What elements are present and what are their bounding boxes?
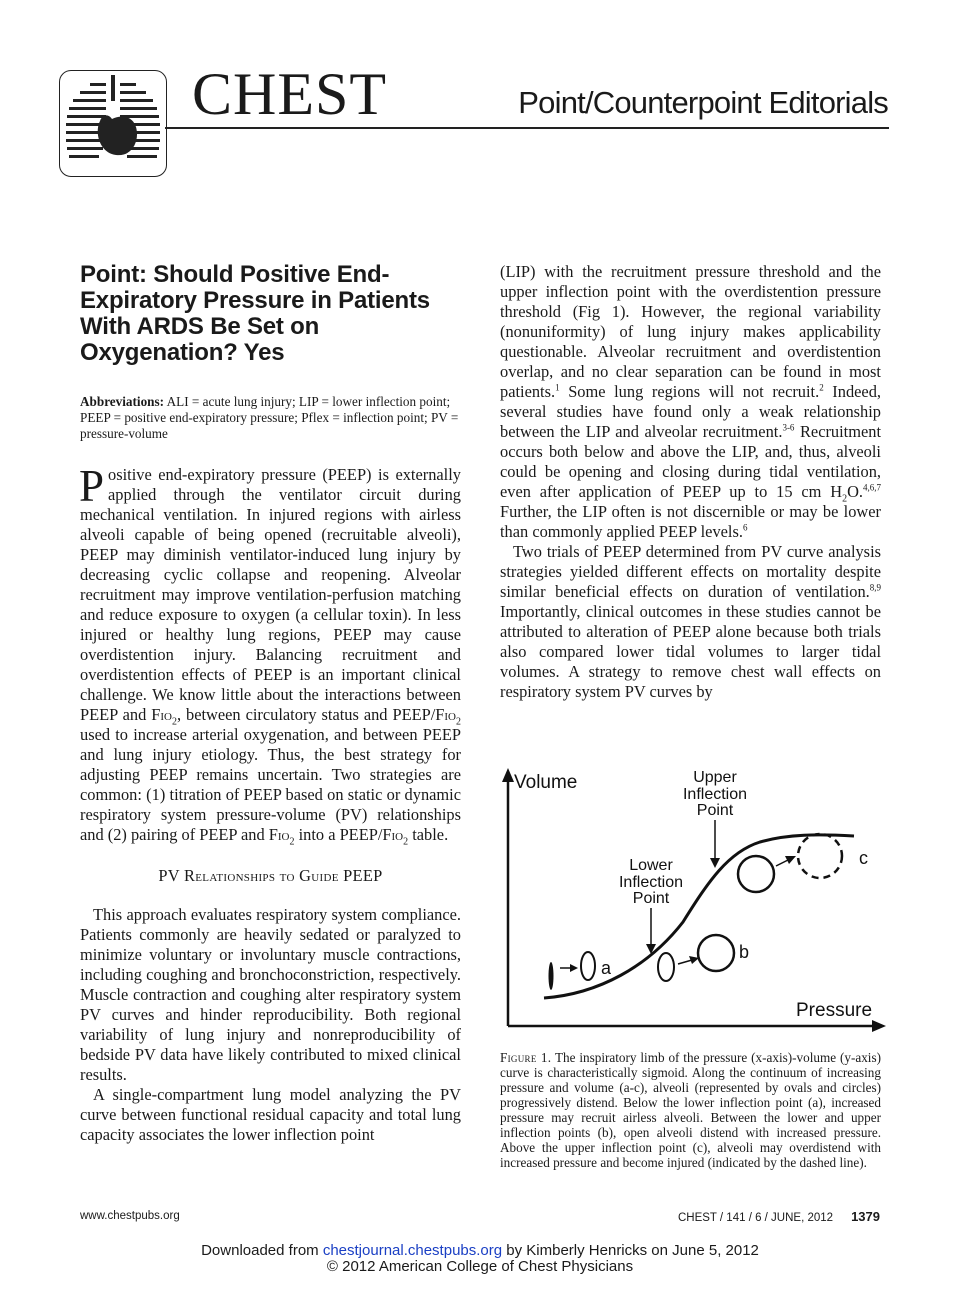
text-run: used to increase arterial oxygenation, and between PEEP and lung injury etiology. Thus, the best strategy for adjusting PEEP remains uncertain. Two strategies are common: (1) titration of PEEP based on static or dynamic respiratory system pressure-volume (PV) relationships and (2) pairing of PEEP and — [80, 725, 461, 844]
lower-inflection-label-3: Point — [632, 890, 670, 907]
alveolus-overdistended — [798, 834, 842, 878]
text-run: Some lung regions will not recruit. — [559, 382, 820, 401]
stage-b-label: b — [739, 942, 750, 962]
pv-curve — [544, 835, 854, 998]
stage-c-label: c — [859, 848, 868, 868]
figure-caption — [500, 1050, 881, 1170]
y-axis-label: Volume — [514, 772, 578, 793]
download-prefix: Downloaded from — [201, 1242, 323, 1259]
text-run: Importantly, clinical outcomes in these studies cannot be attributed to alteration of PEEP alone because both trials also compared lower tidal volumes to larger tidal volumes. A strategy to remove chest wall effects on respiratory system PV curves by — [500, 602, 881, 701]
paragraph-single-compartment: A single-compartment lung model analyzing the PV curve between functional residual capacity and total lung capacity associates the lower inflection point — [80, 1085, 461, 1144]
figure-1 — [498, 762, 886, 1042]
arrow-b1 — [678, 960, 692, 964]
footer-citation — [678, 1209, 880, 1224]
citation-text: CHEST / 141 / 6 / JUNE, 2012 — [677, 1212, 834, 1224]
text-run: (LIP) with the recruitment pressure threshold and the upper inflection point with the overdistention pressure threshold (Fig 1). However, the regional variability (nonuniformity) of lung injury makes applicability questionable. Alveolar recruitment and overdistention overlap, and no clear separation can be found in most patients. — [500, 262, 881, 401]
footer-website[interactable]: www.chestpubs.org — [80, 1210, 180, 1222]
drop-cap: P — [79, 461, 105, 511]
subscript: 2 — [842, 493, 848, 505]
fio-term: Fio — [151, 705, 172, 724]
right-column — [500, 262, 881, 702]
text-run: Two trials of PEEP determined from PV curve analysis strategies yielded different effects on mortality despite similar beneficial effects on duration of ventilation. — [500, 542, 881, 601]
subscript: 2 — [171, 716, 177, 728]
journal-title: CHEST — [192, 61, 388, 127]
paragraph-compliance: This approach evaluates respiratory system compliance. Patients commonly are heavily sedated or paralyzed to minimize voluntary or involuntary muscle contractions, including coughing and bronchoconstriction, respectively. Muscle contraction and coughing alter respiratory system PV curves and hinder reproducibility. Both regional variability of lung injury and nonreproducibility of bedside PV data have likely contributed to mixed clinical results. — [80, 905, 461, 1084]
lower-inflection-label-1: Lower — [629, 857, 673, 874]
reference-mark: 3-6 — [782, 422, 795, 433]
paragraph-intro — [79, 461, 461, 848]
fio-term: Fio — [382, 825, 404, 844]
x-axis-arrow-icon — [872, 1020, 886, 1032]
text-run: O. — [847, 482, 863, 501]
alveolus-b-large — [698, 935, 734, 971]
x-axis-label: Pressure — [796, 1000, 873, 1021]
arrow-icon — [570, 964, 578, 972]
subscript: 2 — [456, 716, 461, 728]
subscript: 2 — [403, 836, 409, 848]
header-rule — [165, 127, 889, 129]
journal-logo — [59, 70, 167, 177]
abbreviations-label: Abbreviations: — [80, 394, 165, 409]
alveolus-b-small — [658, 953, 674, 981]
text-run: , between circulatory status and PEEP/ — [176, 705, 436, 724]
upper-inflection-label-3: Point — [696, 802, 734, 819]
download-link[interactable]: chestjournal.chestpubs.org — [322, 1242, 503, 1259]
reference-mark: 4,6,7 — [863, 482, 881, 493]
download-line — [0, 1243, 960, 1259]
text-run: ositive end-expiratory pressure (PEEP) is externally applied through the ventilator circuit during mechanical ventilation. In injured regions with airless alveoli capable of being opened (recruitable alveoli), PEEP may diminish ventilator-induced lung injury by decreasing cyclic collapse and reopening. Alveolar recruitment may improve ventilation-perfusion matching and reduce exposure to oxygen (a cellular toxin). In less injured or healthy lung regions, PEEP may cause overdistention injury. Balancing recruitment and overdistention effects of PEEP is an important clinical challenge. We know little about the interactions between PEEP and — [80, 465, 461, 724]
section-heading: PV Relationships to Guide PEEP — [158, 866, 383, 885]
reference-mark: 2 — [819, 382, 824, 393]
caption-label: Figure 1. — [500, 1050, 552, 1065]
text-run: table. — [408, 825, 449, 844]
text-run: Indeed, several studies have found only a weak relationship between the LIP and alveolar recruitment. — [500, 382, 881, 441]
text-run: Recruitment occurs both below and above the LIP, and, thus, alveoli could be opening and closing during tidal ventilation, even after application of PEEP up to 15 cm H — [500, 422, 881, 501]
abbreviations — [80, 394, 461, 442]
reference-mark: 6 — [742, 522, 748, 533]
caption-text: The inspiratory limb of the pressure (x-axis)-volume (y-axis) curve is characteristically sigmoid. Along the continuum of increasing pressure and volume (a-c), alveoli (represented by ovals and circles) progressively distend. Below the lower inflection point (a), increased pressure may recruit airless alveoli. Between the lower and upper inflection points (b), open alveoli distend with increased pressure. Above the upper inflection point (c), alveoli may overdistend with increased pressure and become injured (indicated by the dashed line). — [500, 1050, 881, 1170]
reference-mark: 1 — [555, 382, 560, 393]
copyright: © 2012 American College of Chest Physicians — [326, 1258, 634, 1275]
alveolus-collapsed — [549, 962, 554, 990]
alveolus-c — [738, 856, 774, 892]
left-column — [80, 262, 461, 1145]
stage-a-label: a — [601, 958, 612, 978]
article-title: Point: Should Positive End-Expiratory Pressure in Patients With ARDS Be Set on Oxygenation? Yes — [80, 261, 430, 366]
text-run: Further, the LIP often is not discernible or may be lower than commonly applied PEEP levels. — [500, 502, 881, 541]
download-suffix: by Kimberly Henricks on June 5, 2012 — [502, 1242, 759, 1259]
section-label: Point/Counterpoint Editorials — [518, 85, 888, 120]
lungs-heart-logo-icon — [60, 71, 166, 176]
paragraph-lip — [500, 262, 881, 542]
text-run: into a PEEP/ — [294, 825, 383, 844]
reference-mark: 8,9 — [869, 582, 881, 593]
alveolus-a — [581, 952, 595, 980]
subscript: 2 — [289, 836, 295, 848]
lower-inflection-label-2: Inflection — [618, 874, 684, 891]
upper-inflection-label-2: Inflection — [682, 786, 748, 803]
download-notice — [0, 1243, 960, 1275]
abbreviations-text: ALI = acute lung injury; LIP = lower inflection point; PEEP = positive end-expiratory pressure; Pflex = inflection point; PV = pressure-volume — [80, 394, 459, 441]
upper-inflection-label-1: Upper — [693, 769, 737, 786]
upper-pointer-arrow-icon — [710, 858, 720, 868]
paragraph-trials — [500, 542, 881, 702]
arrow-c1 — [776, 860, 788, 866]
page-number: 1379 — [851, 1209, 880, 1224]
y-axis-arrow-icon — [502, 768, 514, 782]
fio-term: Fio — [268, 825, 290, 844]
fio-term: Fio — [435, 705, 456, 724]
